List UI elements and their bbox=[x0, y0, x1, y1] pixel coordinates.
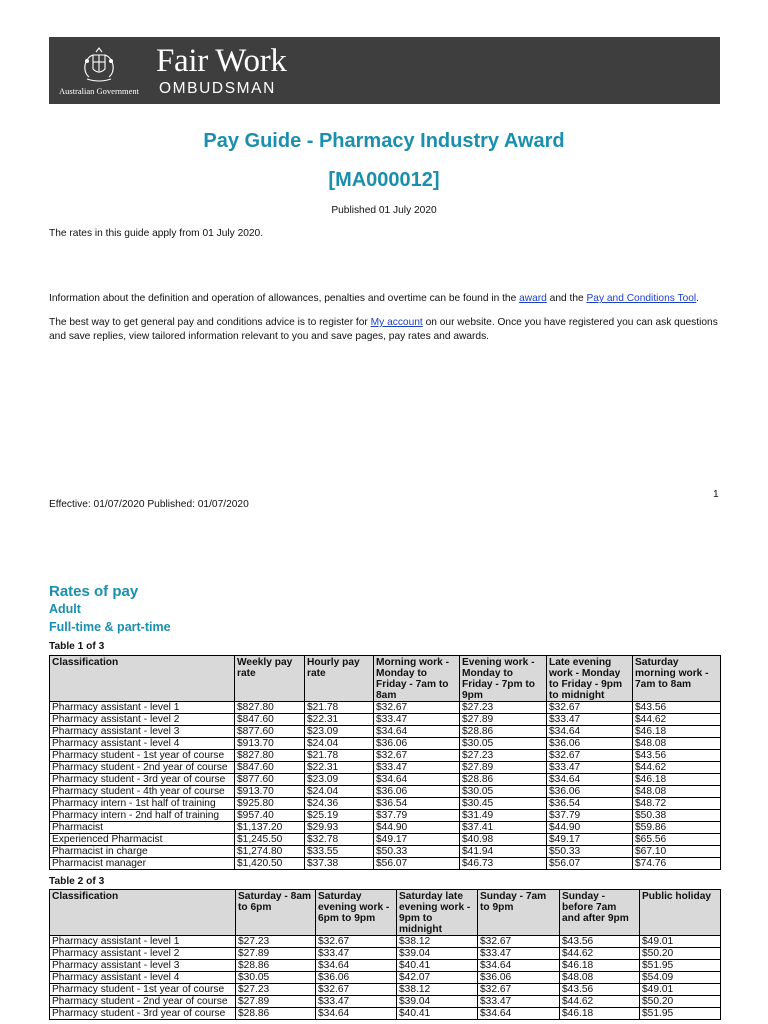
classification-cell: Pharmacy assistant - level 1 bbox=[50, 702, 235, 714]
table-row bbox=[50, 762, 721, 774]
page-title: Pay Guide - Pharmacy Industry Award bbox=[203, 130, 565, 152]
rate-cell: $32.67 bbox=[478, 984, 560, 996]
rate-cell: $34.64 bbox=[547, 774, 633, 786]
rate-cell: $33.47 bbox=[316, 996, 397, 1008]
rate-cell: $32.67 bbox=[547, 702, 633, 714]
rate-cell: $33.47 bbox=[547, 762, 633, 774]
rate-cell: $46.73 bbox=[460, 858, 547, 870]
rate-cell: $1,137.20 bbox=[235, 822, 305, 834]
header-banner bbox=[49, 37, 720, 104]
brand-name: Fair Work bbox=[156, 43, 287, 79]
classification-cell: Pharmacy assistant - level 3 bbox=[50, 960, 236, 972]
table-row bbox=[50, 948, 721, 960]
rate-cell: $32.67 bbox=[316, 984, 397, 996]
rate-cell: $44.90 bbox=[547, 822, 633, 834]
pay-rates-table-1 bbox=[49, 655, 721, 870]
rate-cell: $65.56 bbox=[633, 834, 721, 846]
rate-cell: $44.62 bbox=[560, 948, 640, 960]
rate-cell: $22.31 bbox=[305, 762, 374, 774]
rate-cell: $27.89 bbox=[236, 948, 316, 960]
table-header-cell: Sunday - before 7am and after 9pm bbox=[560, 890, 640, 936]
classification-cell: Pharmacy assistant - level 2 bbox=[50, 948, 236, 960]
table-row bbox=[50, 810, 721, 822]
table-header-cell: Public holiday bbox=[640, 890, 721, 936]
classification-cell: Pharmacy intern - 2nd half of training bbox=[50, 810, 235, 822]
rate-cell: $36.54 bbox=[374, 798, 460, 810]
rate-cell: $44.90 bbox=[374, 822, 460, 834]
table2-caption: Table 2 of 3 bbox=[49, 876, 105, 887]
classification-cell: Pharmacy intern - 1st half of training bbox=[50, 798, 235, 810]
table-row bbox=[50, 960, 721, 972]
table-row bbox=[50, 822, 721, 834]
rate-cell: $36.06 bbox=[316, 972, 397, 984]
classification-cell: Pharmacy student - 1st year of course bbox=[50, 750, 235, 762]
classification-cell: Pharmacy assistant - level 4 bbox=[50, 972, 236, 984]
rate-cell: $39.04 bbox=[397, 996, 478, 1008]
award-code: [MA000012] bbox=[328, 169, 440, 191]
rate-cell: $44.62 bbox=[633, 714, 721, 726]
rate-cell: $33.47 bbox=[547, 714, 633, 726]
rate-cell: $46.18 bbox=[560, 960, 640, 972]
classification-cell: Pharmacist bbox=[50, 822, 235, 834]
table-header-cell: Saturday morning work - 7am to 8am bbox=[633, 656, 721, 702]
effective-date: Effective: 01/07/2020 Published: 01/07/2020 bbox=[49, 499, 249, 510]
rate-cell: $46.18 bbox=[560, 1008, 640, 1020]
rate-cell: $847.60 bbox=[235, 762, 305, 774]
table-header-cell: Hourly pay rate bbox=[305, 656, 374, 702]
table-row bbox=[50, 936, 721, 948]
table-row bbox=[50, 972, 721, 984]
rate-cell: $30.05 bbox=[236, 972, 316, 984]
table-row bbox=[50, 774, 721, 786]
rate-cell: $38.12 bbox=[397, 936, 478, 948]
rate-cell: $22.31 bbox=[305, 714, 374, 726]
rate-cell: $24.36 bbox=[305, 798, 374, 810]
rate-cell: $913.70 bbox=[235, 738, 305, 750]
rate-cell: $27.89 bbox=[460, 762, 547, 774]
rate-cell: $32.67 bbox=[478, 936, 560, 948]
pay-rates-table-2 bbox=[49, 889, 721, 1020]
rate-cell: $50.33 bbox=[374, 846, 460, 858]
rate-cell: $38.12 bbox=[397, 984, 478, 996]
classification-cell: Pharmacy student - 3rd year of course bbox=[50, 1008, 236, 1020]
classification-cell: Pharmacy student - 1st year of course bbox=[50, 984, 236, 996]
pay-conditions-tool-link[interactable]: Pay and Conditions Tool bbox=[586, 293, 697, 304]
rate-cell: $34.64 bbox=[374, 774, 460, 786]
rate-cell: $48.72 bbox=[633, 798, 721, 810]
rate-cell: $44.62 bbox=[633, 762, 721, 774]
rate-cell: $43.56 bbox=[560, 936, 640, 948]
rate-cell: $40.41 bbox=[397, 960, 478, 972]
rate-cell: $32.78 bbox=[305, 834, 374, 846]
rate-cell: $925.80 bbox=[235, 798, 305, 810]
table-row bbox=[50, 984, 721, 996]
rate-cell: $27.23 bbox=[460, 702, 547, 714]
rate-cell: $30.05 bbox=[460, 738, 547, 750]
rate-cell: $32.67 bbox=[547, 750, 633, 762]
government-label: Australian Government bbox=[59, 86, 140, 96]
rate-cell: $847.60 bbox=[235, 714, 305, 726]
table-header-cell: Classification bbox=[50, 890, 236, 936]
rate-cell: $25.19 bbox=[305, 810, 374, 822]
rate-cell: $46.18 bbox=[633, 726, 721, 738]
classification-cell: Pharmacist manager bbox=[50, 858, 235, 870]
table-header-cell: Saturday late evening work - 9pm to midnight bbox=[397, 890, 478, 936]
rate-cell: $40.98 bbox=[460, 834, 547, 846]
rate-cell: $37.79 bbox=[547, 810, 633, 822]
section-subheading: Adult bbox=[49, 602, 81, 616]
table-header-cell: Classification bbox=[50, 656, 235, 702]
rate-cell: $1,245.50 bbox=[235, 834, 305, 846]
rate-cell: $27.89 bbox=[236, 996, 316, 1008]
rate-cell: $39.04 bbox=[397, 948, 478, 960]
rate-cell: $28.86 bbox=[236, 960, 316, 972]
rate-cell: $27.23 bbox=[460, 750, 547, 762]
table-row bbox=[50, 798, 721, 810]
rate-cell: $36.06 bbox=[478, 972, 560, 984]
rate-cell: $27.89 bbox=[460, 714, 547, 726]
table-header-cell: Morning work - Monday to Friday - 7am to 8am bbox=[374, 656, 460, 702]
table-row bbox=[50, 834, 721, 846]
rate-cell: $957.40 bbox=[235, 810, 305, 822]
rate-cell: $23.09 bbox=[305, 726, 374, 738]
classification-cell: Pharmacy assistant - level 4 bbox=[50, 738, 235, 750]
rate-cell: $48.08 bbox=[633, 738, 721, 750]
table-row bbox=[50, 858, 721, 870]
award-link[interactable]: award bbox=[519, 293, 547, 304]
rate-cell: $34.64 bbox=[316, 1008, 397, 1020]
table-header-cell: Late evening work - Monday to Friday - 9pm to midnight bbox=[547, 656, 633, 702]
rate-cell: $50.38 bbox=[633, 810, 721, 822]
rate-cell: $37.38 bbox=[305, 858, 374, 870]
rate-cell: $34.64 bbox=[374, 726, 460, 738]
rate-cell: $36.06 bbox=[374, 786, 460, 798]
rate-cell: $34.64 bbox=[478, 1008, 560, 1020]
rate-cell: $51.95 bbox=[640, 1008, 721, 1020]
table-header-row bbox=[50, 890, 721, 936]
table-row bbox=[50, 750, 721, 762]
table-row bbox=[50, 726, 721, 738]
rate-cell: $877.60 bbox=[235, 726, 305, 738]
table1-caption: Table 1 of 3 bbox=[49, 641, 105, 652]
rate-cell: $50.20 bbox=[640, 948, 721, 960]
rate-cell: $33.47 bbox=[478, 948, 560, 960]
table-header-cell: Saturday evening work - 6pm to 9pm bbox=[316, 890, 397, 936]
rate-cell: $33.55 bbox=[305, 846, 374, 858]
rate-cell: $48.08 bbox=[633, 786, 721, 798]
rate-cell: $877.60 bbox=[235, 774, 305, 786]
rate-cell: $36.06 bbox=[547, 738, 633, 750]
rate-cell: $27.23 bbox=[236, 984, 316, 996]
rate-cell: $34.64 bbox=[547, 726, 633, 738]
rate-cell: $36.06 bbox=[374, 738, 460, 750]
rate-cell: $32.67 bbox=[374, 702, 460, 714]
rate-cell: $21.78 bbox=[305, 702, 374, 714]
rate-cell: $48.08 bbox=[560, 972, 640, 984]
coat-of-arms-icon bbox=[79, 45, 119, 85]
rate-cell: $27.23 bbox=[236, 936, 316, 948]
table-header-row bbox=[50, 656, 721, 702]
rate-cell: $36.06 bbox=[547, 786, 633, 798]
rate-cell: $827.80 bbox=[235, 702, 305, 714]
rate-cell: $28.86 bbox=[460, 726, 547, 738]
rate-cell: $913.70 bbox=[235, 786, 305, 798]
brand-subtitle: OMBUDSMAN bbox=[159, 80, 276, 97]
table-header-cell: Evening work - Monday to Friday - 7pm to 9pm bbox=[460, 656, 547, 702]
classification-cell: Pharmacy assistant - level 3 bbox=[50, 726, 235, 738]
rate-cell: $56.07 bbox=[547, 858, 633, 870]
rate-cell: $36.54 bbox=[547, 798, 633, 810]
rate-cell: $43.56 bbox=[560, 984, 640, 996]
rate-cell: $32.67 bbox=[316, 936, 397, 948]
rate-cell: $1,420.50 bbox=[235, 858, 305, 870]
section-subsubheading: Full-time & part-time bbox=[49, 620, 171, 634]
rate-cell: $34.64 bbox=[478, 960, 560, 972]
table-row bbox=[50, 1008, 721, 1020]
rate-cell: $24.04 bbox=[305, 786, 374, 798]
rate-cell: $49.01 bbox=[640, 936, 721, 948]
rate-cell: $32.67 bbox=[374, 750, 460, 762]
rate-cell: $28.86 bbox=[460, 774, 547, 786]
table-header-cell: Saturday - 8am to 6pm bbox=[236, 890, 316, 936]
my-account-link[interactable]: My account bbox=[370, 317, 423, 328]
rate-cell: $34.64 bbox=[316, 960, 397, 972]
classification-cell: Pharmacist in charge bbox=[50, 846, 235, 858]
rate-cell: $37.41 bbox=[460, 822, 547, 834]
rate-cell: $49.17 bbox=[374, 834, 460, 846]
rate-cell: $827.80 bbox=[235, 750, 305, 762]
classification-cell: Pharmacy student - 2nd year of course bbox=[50, 762, 235, 774]
rate-cell: $42.07 bbox=[397, 972, 478, 984]
rate-cell: $1,274.80 bbox=[235, 846, 305, 858]
rate-cell: $29.93 bbox=[305, 822, 374, 834]
classification-cell: Pharmacy assistant - level 1 bbox=[50, 936, 236, 948]
rate-cell: $40.41 bbox=[397, 1008, 478, 1020]
rate-cell: $50.33 bbox=[547, 846, 633, 858]
rate-cell: $49.01 bbox=[640, 984, 721, 996]
classification-cell: Pharmacy student - 2nd year of course bbox=[50, 996, 236, 1008]
rate-cell: $44.62 bbox=[560, 996, 640, 1008]
rate-cell: $56.07 bbox=[374, 858, 460, 870]
table-header-cell: Sunday - 7am to 9pm bbox=[478, 890, 560, 936]
table-row bbox=[50, 846, 721, 858]
rate-cell: $50.20 bbox=[640, 996, 721, 1008]
classification-cell: Experienced Pharmacist bbox=[50, 834, 235, 846]
table-row bbox=[50, 714, 721, 726]
rate-cell: $43.56 bbox=[633, 750, 721, 762]
table-row bbox=[50, 738, 721, 750]
table-row bbox=[50, 786, 721, 798]
rate-cell: $54.09 bbox=[640, 972, 721, 984]
rate-cell: $33.47 bbox=[478, 996, 560, 1008]
rates-apply-text: The rates in this guide apply from 01 July 2020. bbox=[49, 228, 264, 239]
rate-cell: $59.86 bbox=[633, 822, 721, 834]
rate-cell: $33.47 bbox=[316, 948, 397, 960]
rate-cell: $31.49 bbox=[460, 810, 547, 822]
section-heading: Rates of pay bbox=[49, 583, 139, 600]
rate-cell: $21.78 bbox=[305, 750, 374, 762]
classification-cell: Pharmacy student - 4th year of course bbox=[50, 786, 235, 798]
rate-cell: $41.94 bbox=[460, 846, 547, 858]
rate-cell: $28.86 bbox=[236, 1008, 316, 1020]
rate-cell: $33.47 bbox=[374, 714, 460, 726]
classification-cell: Pharmacy student - 3rd year of course bbox=[50, 774, 235, 786]
rate-cell: $33.47 bbox=[374, 762, 460, 774]
advice-paragraph: The best way to get general pay and conditions advice is to register for My account on our website. Once you have registered you can ask questions and save replies, view tailored information relevant to you and save pages, pay rates and awards. bbox=[49, 317, 718, 342]
rate-cell: $67.10 bbox=[633, 846, 721, 858]
rate-cell: $23.09 bbox=[305, 774, 374, 786]
rate-cell: $37.79 bbox=[374, 810, 460, 822]
table-header-cell: Weekly pay rate bbox=[235, 656, 305, 702]
rate-cell: $46.18 bbox=[633, 774, 721, 786]
rate-cell: $43.56 bbox=[633, 702, 721, 714]
rate-cell: $30.05 bbox=[460, 786, 547, 798]
published-date: Published 01 July 2020 bbox=[331, 205, 437, 216]
rate-cell: $49.17 bbox=[547, 834, 633, 846]
table-row bbox=[50, 702, 721, 714]
table-row bbox=[50, 996, 721, 1008]
rate-cell: $51.95 bbox=[640, 960, 721, 972]
rate-cell: $30.45 bbox=[460, 798, 547, 810]
rate-cell: $24.04 bbox=[305, 738, 374, 750]
rate-cell: $74.76 bbox=[633, 858, 721, 870]
classification-cell: Pharmacy assistant - level 2 bbox=[50, 714, 235, 726]
info-paragraph: Information about the definition and operation of allowances, penalties and overtime can be found in the award and the Pay and Conditions Tool. bbox=[49, 293, 700, 304]
page-number: 1 bbox=[713, 489, 719, 500]
